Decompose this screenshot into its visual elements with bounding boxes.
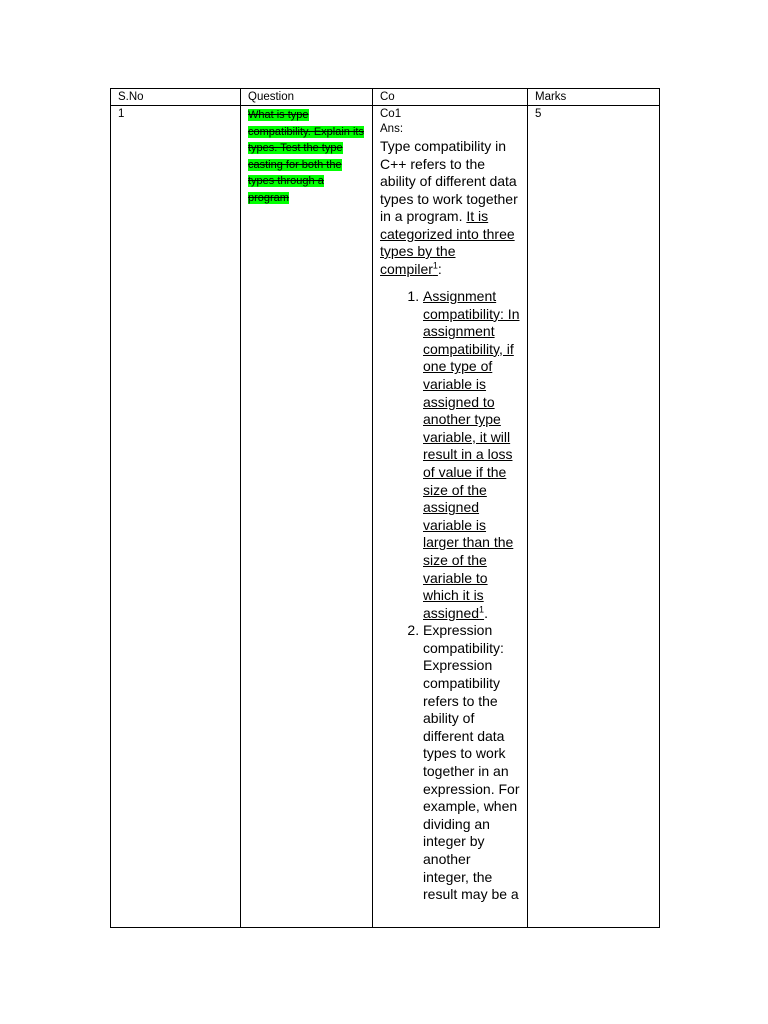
footnote-ref: 1 <box>432 259 438 270</box>
question-text: What is type compatibility. Explain its types. Test the type casting for both the types through a program <box>248 109 364 204</box>
cell-answer <box>373 106 528 928</box>
header-row <box>111 89 660 106</box>
course-outcome: Co1 <box>380 108 402 120</box>
question-table <box>110 88 660 928</box>
header-co: Co <box>373 89 528 106</box>
table-row <box>111 106 660 928</box>
item1-end: . <box>484 604 488 621</box>
answer-intro-underlined-text: It is categorized into three types by the compiler <box>380 208 515 277</box>
header-marks: Marks <box>528 89 660 106</box>
item1-underlined <box>423 288 519 621</box>
list-item <box>423 288 520 622</box>
item1-text: Assignment compatibility: In assignment compatibility, if one type of variable is assigned to another type variable, it will result in a loss of value if the size of the assigned variable is larger than the size of the variable to which it is assigned <box>423 288 520 621</box>
header-question: Question <box>241 89 373 106</box>
item2-text: Expression compatibility: Expression compatibility refers to the ability of different data types to work together in an expression. For example, when dividing an integer by another integer, the result may be a <box>423 622 520 903</box>
cell-marks: 5 <box>528 106 660 928</box>
header-sno: S.No <box>111 89 241 106</box>
footnote-ref: 1 <box>479 604 485 615</box>
cell-sno: 1 <box>111 106 241 928</box>
list-item <box>423 622 520 904</box>
answer-intro-text: Type compatibility in C++ refers to the ability of different data types to work together in a program. <box>380 138 518 224</box>
answer-intro-end: : <box>437 260 442 277</box>
answer-label: Ans: <box>380 123 404 135</box>
types-list <box>380 288 520 904</box>
answer-intro <box>380 138 520 278</box>
cell-question <box>241 106 373 928</box>
